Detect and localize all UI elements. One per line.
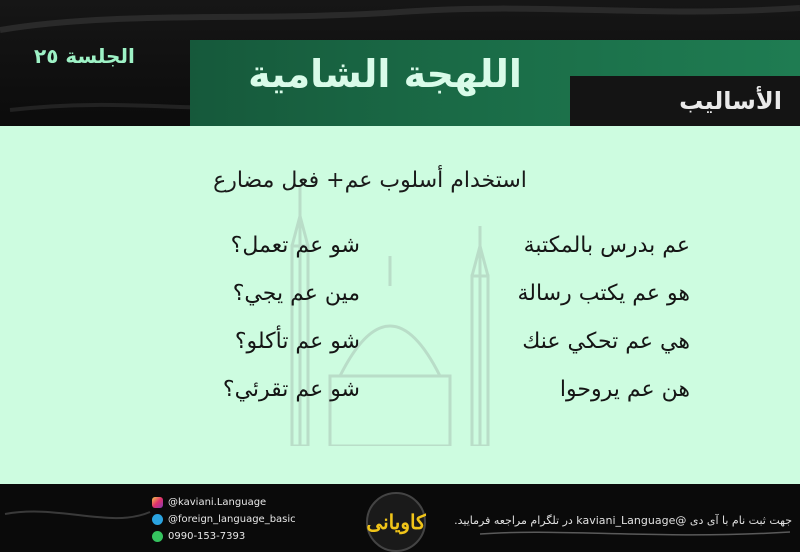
whatsapp-row[interactable]: [152, 528, 296, 545]
session-number: الجلسة ٢٥: [34, 44, 135, 68]
examples-left-column: [223, 228, 360, 420]
brand-logo: کاویانی: [366, 492, 426, 552]
example-question: مين عم يجي؟: [232, 281, 360, 306]
section-tab: [570, 76, 800, 128]
instagram-row[interactable]: [152, 494, 296, 511]
instagram-handle: @kaviani.Language: [168, 497, 267, 508]
social-links: [152, 494, 296, 545]
registration-note: جهت ثبت نام با آی دی @kaviani_Language در تلگرام مراجعه فرمایید.: [454, 514, 792, 527]
telegram-icon: [152, 514, 163, 525]
example-question: شو عم تأكلو؟: [234, 329, 360, 354]
example-sentence: هن عم يروحوا: [559, 377, 690, 402]
examples-right-column: [518, 228, 691, 420]
phone-number: 0990-153-7393: [168, 531, 246, 542]
example-sentence: هو عم يكتب رسالة: [517, 281, 690, 306]
instagram-icon: [152, 497, 163, 508]
telegram-handle: @foreign_language_basic: [168, 514, 296, 525]
lesson-heading: استخدام أسلوب عم+ فعل مضارع: [213, 168, 527, 193]
telegram-row[interactable]: [152, 511, 296, 528]
example-question: شو عم تقرئي؟: [222, 377, 360, 402]
whatsapp-icon: [152, 531, 163, 542]
lesson-panel: [0, 126, 800, 484]
section-label: الأساليب: [679, 87, 782, 115]
example-sentence: عم بدرس بالمكتبة: [523, 233, 690, 258]
page-title: اللهجة الشامية: [248, 52, 522, 96]
footer-bar: [0, 484, 800, 550]
example-question: شو عم تعمل؟: [230, 233, 360, 258]
example-sentence: هي عم تحكي عنك: [522, 329, 690, 354]
